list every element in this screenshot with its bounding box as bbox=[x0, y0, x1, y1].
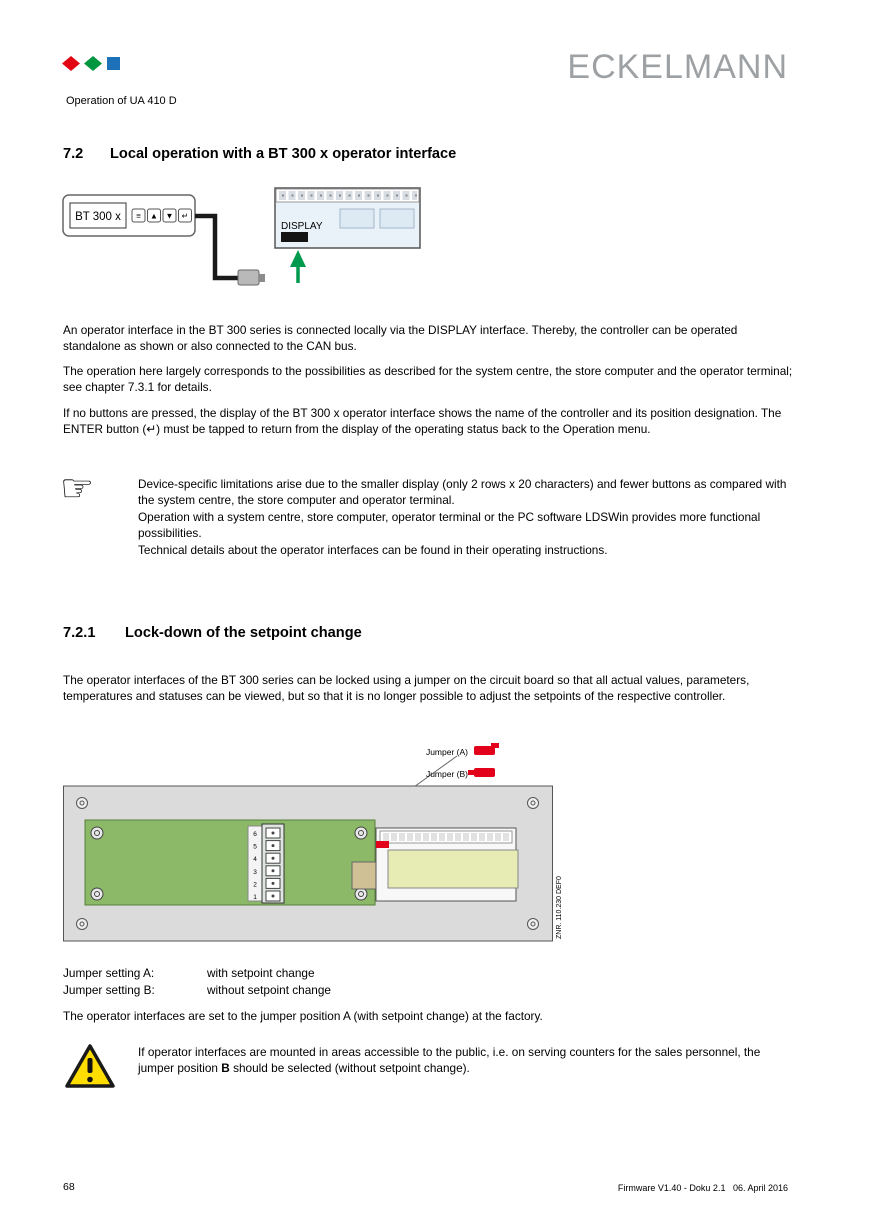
terminal-2: 2 bbox=[253, 881, 257, 889]
terminal-1: 1 bbox=[253, 894, 257, 901]
bt300-down-button-icon: ▼ bbox=[165, 211, 174, 221]
bt300-connection-diagram bbox=[60, 186, 440, 306]
terminal-6: 6 bbox=[253, 831, 257, 838]
section-number: 7.2.1 bbox=[63, 625, 96, 641]
plug-arrow-icon bbox=[290, 250, 306, 283]
jumper-board-diagram bbox=[63, 742, 578, 947]
note-block bbox=[138, 476, 794, 558]
page-number: 68 bbox=[63, 1181, 75, 1193]
section-heading-7-2 bbox=[63, 146, 456, 162]
connection-cable bbox=[195, 216, 238, 278]
bt300-up-button-icon: ▲ bbox=[150, 211, 158, 221]
pointing-hand-icon: ☞ bbox=[60, 468, 95, 510]
bt300-device bbox=[63, 195, 195, 236]
jumper-b-icon bbox=[468, 768, 495, 777]
note-line-3: Technical details about the operator interfaces can be found in their operating instructions. bbox=[138, 542, 608, 557]
controller bbox=[275, 188, 420, 248]
bt300-menu-button-icon: ≡ bbox=[136, 211, 141, 221]
section-heading-7-2-1 bbox=[63, 625, 362, 641]
logo-blue-square bbox=[107, 57, 120, 70]
terminal-5: 5 bbox=[253, 843, 257, 851]
brand-wordmark: ECKELMANN bbox=[567, 48, 788, 86]
paragraph-721: The operator interfaces of the BT 300 series can be locked using a jumper on the circuit board so that all actual values, parameters, temperatures and statuses can be viewed, but so that it is no longer possible to adjust the setpoints of the respective controller. bbox=[63, 673, 750, 704]
board-connector bbox=[352, 862, 376, 889]
logo-red-diamond bbox=[62, 56, 80, 71]
display-port-connector bbox=[281, 232, 308, 242]
eckelmann-logo-icon bbox=[62, 55, 126, 73]
section-title: Lock-down of the setpoint change bbox=[125, 625, 362, 641]
note-line-1: Device-specific limitations arise due to the smaller display (only 2 rows x 20 characters) and fewer buttons as compared with the system centre, the store computer and operator terminal. bbox=[138, 477, 787, 508]
board-jumper-icon bbox=[376, 841, 389, 848]
jumper-setting-a-row bbox=[63, 965, 315, 981]
section-title: Local operation with a BT 300 x operator interface bbox=[110, 146, 457, 162]
display-port-label: DISPLAY bbox=[281, 221, 323, 232]
warning-triangle-icon bbox=[64, 1042, 116, 1090]
paragraph-1: An operator interface in the BT 300 series is connected locally via the DISPLAY interface. Thereby, the controller can be operated standalone as shown or also connected to the CAN bus. bbox=[63, 323, 738, 354]
jumper-setting-b-row bbox=[63, 982, 331, 998]
bt300-device-label: BT 300 x bbox=[75, 211, 121, 223]
cable-connector bbox=[238, 270, 265, 285]
logo-green-diamond bbox=[84, 56, 102, 71]
jumper-a-label: Jumper (A) bbox=[425, 747, 468, 757]
display-window bbox=[388, 850, 518, 888]
znr-label: ZNR. 110.230 DEF0 bbox=[556, 876, 563, 939]
jumper-a-icon bbox=[474, 743, 499, 755]
jumper-setting-b-value: without setpoint change bbox=[207, 983, 331, 997]
jumper-b-label: Jumper (B) bbox=[425, 769, 468, 779]
paragraph-3: If no buttons are pressed, the display of the BT 300 x operator interface shows the name of the controller and its position designation. The ENTER button (↵) must be tapped to return from the display of the operating status back to the Operation menu. bbox=[63, 406, 782, 437]
jumper-setting-a-label: Jumper setting A: bbox=[63, 966, 155, 980]
circuit-board bbox=[85, 820, 375, 905]
warning-text-before: If operator interfaces are mounted in areas accessible to the public, i.e. on serving counters for the sales personnel, the jumper position bbox=[138, 1045, 761, 1076]
paragraph-2: The operation here largely corresponds to the possibilities as described for the system centre, the store computer and the operator terminal; see chapter 7.3.1 for details. bbox=[63, 364, 793, 395]
warning-text-after: should be selected (without setpoint change). bbox=[229, 1061, 470, 1076]
terminal-4: 4 bbox=[253, 856, 257, 864]
bt300-enter-button-icon: ↵ bbox=[181, 211, 189, 221]
jumper-setting-a-value: with setpoint change bbox=[207, 966, 315, 980]
warning-text bbox=[138, 1044, 790, 1077]
footer-version-info: Firmware V1.40 - Doku 2.1 06. April 2016 bbox=[617, 1183, 788, 1193]
note-line-2: Operation with a system centre, store computer, operator terminal or the PC software LDSWin provides more functional possibilities. bbox=[138, 509, 761, 541]
terminal-3: 3 bbox=[253, 868, 257, 876]
display-module bbox=[352, 828, 518, 901]
jumper-setting-b-label: Jumper setting B: bbox=[63, 983, 155, 997]
section-number: 7.2 bbox=[63, 146, 84, 162]
factory-setting-paragraph: The operator interfaces are set to the jumper position A (with setpoint change) at the factory. bbox=[63, 1009, 543, 1023]
warning-text-bold: B bbox=[221, 1061, 230, 1076]
terminal-block bbox=[248, 824, 284, 903]
doc-subtitle: Operation of UA 410 D bbox=[66, 95, 177, 107]
